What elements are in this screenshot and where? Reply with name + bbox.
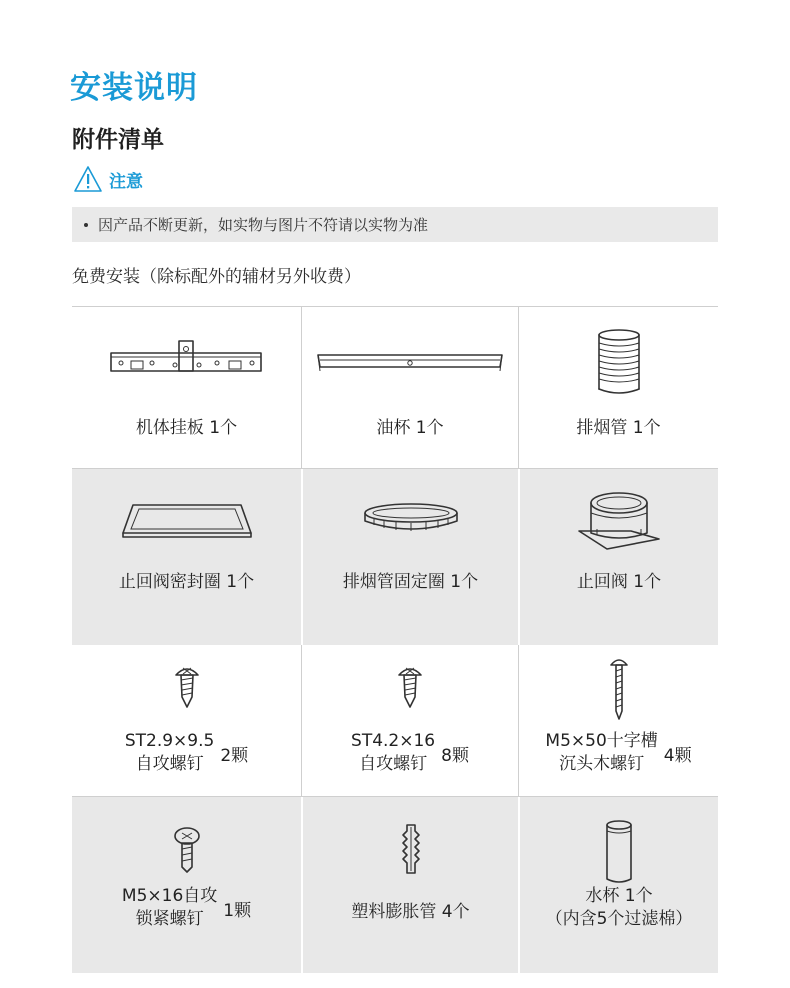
free-install-note: 免费安装（除标配外的辅材另外收费） xyxy=(72,267,361,287)
accessory-item xyxy=(518,469,718,645)
notice-text: 因产品不断更新，如实物与图片不符请以实物为准 xyxy=(98,216,429,234)
water-cup-icon xyxy=(604,819,634,885)
accessory-grid xyxy=(72,306,718,973)
bullet-icon xyxy=(84,223,88,227)
accessory-label: 塑料膨胀管 4个 xyxy=(351,902,470,922)
accessory-label: 油杯 1个 xyxy=(376,418,444,438)
accessory-item xyxy=(301,645,518,797)
accessory-label: 止回阀 1个 xyxy=(576,572,662,592)
accessory-label: 排烟管固定圈 1个 xyxy=(342,572,479,592)
screw-icon xyxy=(397,665,423,709)
accessory-row xyxy=(72,645,718,797)
accessory-label: 止回阀密封圈 1个 xyxy=(118,572,255,592)
accessory-item xyxy=(518,307,718,469)
fixing-ring-icon xyxy=(362,501,460,533)
accessory-item xyxy=(72,469,301,645)
oil-cup-icon xyxy=(316,351,504,373)
notice-heading xyxy=(73,165,143,193)
accessory-row xyxy=(72,797,718,973)
accessory-item xyxy=(72,645,301,797)
screw-icon xyxy=(174,665,200,709)
accessory-item xyxy=(72,307,301,469)
exhaust-pipe-icon xyxy=(596,329,642,395)
accessory-label: 水杯 1个 （内含5个过滤棉） xyxy=(545,886,693,929)
accessory-item xyxy=(518,645,718,797)
long-screw-icon xyxy=(609,657,629,721)
check-valve-icon xyxy=(577,489,661,551)
accessory-row xyxy=(72,307,718,469)
accessory-item xyxy=(301,797,518,973)
accessory-label: M5×50十字槽 沉头木螺钉 4颗 xyxy=(545,731,692,774)
accessory-label: M5×16自攻 锁紧螺钉 1颗 xyxy=(121,886,252,929)
page-title: 安装说明 xyxy=(70,70,198,106)
accessory-label: ST4.2×16 自攻螺钉 8颗 xyxy=(351,731,469,774)
accessory-item xyxy=(518,797,718,973)
notice-label: 注意 xyxy=(109,171,143,192)
warning-icon xyxy=(73,165,103,193)
accessory-label: ST2.9×9.5 自攻螺钉 2颗 xyxy=(124,731,249,774)
accessory-row xyxy=(72,469,718,645)
accessory-label: 排烟管 1个 xyxy=(576,418,661,438)
accessory-item xyxy=(301,469,518,645)
section-title: 附件清单 xyxy=(72,127,164,153)
accessory-item xyxy=(301,307,518,469)
anchor-icon xyxy=(399,823,423,877)
notice-bar xyxy=(72,207,718,242)
accessory-item xyxy=(72,797,301,973)
accessory-label: 机体挂板 1个 xyxy=(135,418,238,438)
seal-ring-icon xyxy=(121,503,253,541)
mounting-plate-icon xyxy=(109,337,265,377)
lock-screw-icon xyxy=(173,827,201,873)
